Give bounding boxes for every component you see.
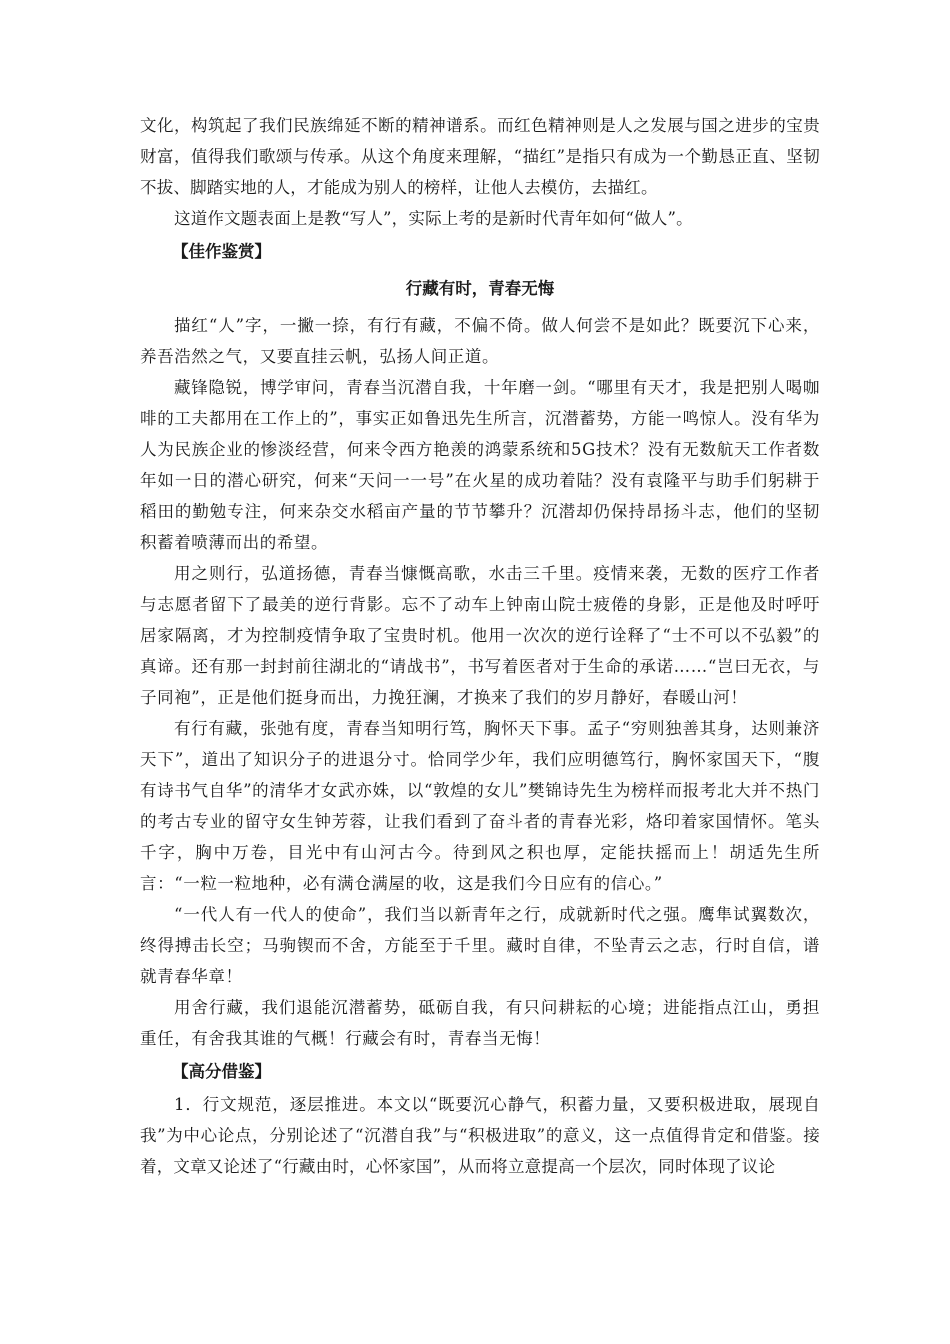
essay-paragraph: 用之则行，弘道扬德，青春当慷慨高歌，水击三千里。疫情来袭，无数的医疗工作者与志愿者留下了最美的逆行背影。忘不了动车上钟南山院士疲倦的身影，正是他及时呼吁居家隔离，才为控制疫情争取了宝贵时机。他用一次次的逆行诠释了“士不可以不弘毅”的真谛。还有那一封封前往湖北的“请战书”，书写着医者对于生命的承诺……“岂曰无衣，与子同袍”，正是他们挺身而出，力挽狂澜，才换来了我们的岁月静好，春暖山河！: [140, 564, 820, 707]
intro-paragraph: 文化，构筑起了我们民族绵延不断的精神谱系。而红色精神则是人之发展与国之进步的宝贵财富，值得我们歌颂与传承。从这个角度来理解，“描红”是指只有成为一个勤恳正直、坚韧不拔、脚踏实地的人，才能成为别人的榜样，让他人去模仿，去描红。: [140, 116, 820, 197]
section-heading-appreciation: 【佳作鉴赏】: [172, 242, 271, 261]
highlight-paragraph: 1．行文规范，逐层推进。本文以“既要沉心静气，积蓄力量，又要积极进取，展现自我”为中心论点，分别论述了“沉潜自我”与“积极进取”的意义，这一点值得肯定和借鉴。接着，文章又论述了“行藏由时，心怀家国”，从而将立意提高一个层次，同时体现了议论: [140, 1095, 820, 1176]
section-heading-highlights: 【高分借鉴】: [172, 1062, 271, 1081]
essay-paragraph: “一代人有一代人的使命”，我们当以新青年之行，成就新时代之强。鹰隼试翼数次，终得搏击长空；马驹锲而不舍，方能至于千里。藏时自律，不坠青云之志，行时自信，谱就青春华章！: [140, 905, 820, 986]
essay-body: [140, 310, 820, 1054]
document-page: [140, 110, 820, 1182]
essay-title: 行藏有时，青春无悔: [405, 279, 555, 298]
intro-summary-paragraph: 这道作文题表面上是教“写人”，实际上考的是新时代青年如何“做人”。: [174, 209, 693, 228]
essay-paragraph: 藏锋隐锐，博学审问，青春当沉潜自我，十年磨一剑。“哪里有天才，我是把别人喝咖啡的工夫都用在工作上的”，事实正如鲁迅先生所言，沉潜蓄势，方能一鸣惊人。没有华为人为民族企业的惨淡经营，何来令西方艳羡的鸿蒙系统和5G技术？没有无数航天工作者数年如一日的潜心研究，何来“天问一一号”在火星的成功着陆？没有袁隆平与助手们躬耕于稻田的勤勉专注，何来杂交水稻亩产量的节节攀升？沉潜却仍保持昂扬斗志，他们的坚韧积蓄着喷薄而出的希望。: [140, 378, 820, 552]
essay-paragraph: 用舍行藏，我们退能沉潜蓄势，砥砺自我，有只问耕耘的心境；进能指点江山，勇担重任，有舍我其谁的气概！行藏会有时，青春当无悔！: [140, 998, 820, 1048]
essay-paragraph: 有行有藏，张弛有度，青春当知明行笃，胸怀天下事。孟子“穷则独善其身，达则兼济天下”，道出了知识分子的进退分寸。恰同学少年，我们应明德笃行，胸怀家国天下，“腹有诗书气自华”的清华才女武亦姝，以“敦煌的女儿”樊锦诗先生为榜样而报考北大并不热门的考古专业的留守女生钟芳蓉，让我们看到了奋斗者的青春光彩，烙印着家国情怀。笔头千字，胸中万卷，目光中有山河古今。待到风之积也厚，定能扶摇而上！胡适先生所言：“一粒一粒地种，必有满仓满屋的收，这是我们今日应有的信心。”: [140, 719, 820, 893]
essay-paragraph: 描红“人”字，一撇一捺，有行有藏，不偏不倚。做人何尝不是如此？既要沉下心来，养吾浩然之气，又要直挂云帆，弘扬人间正道。: [140, 316, 820, 366]
